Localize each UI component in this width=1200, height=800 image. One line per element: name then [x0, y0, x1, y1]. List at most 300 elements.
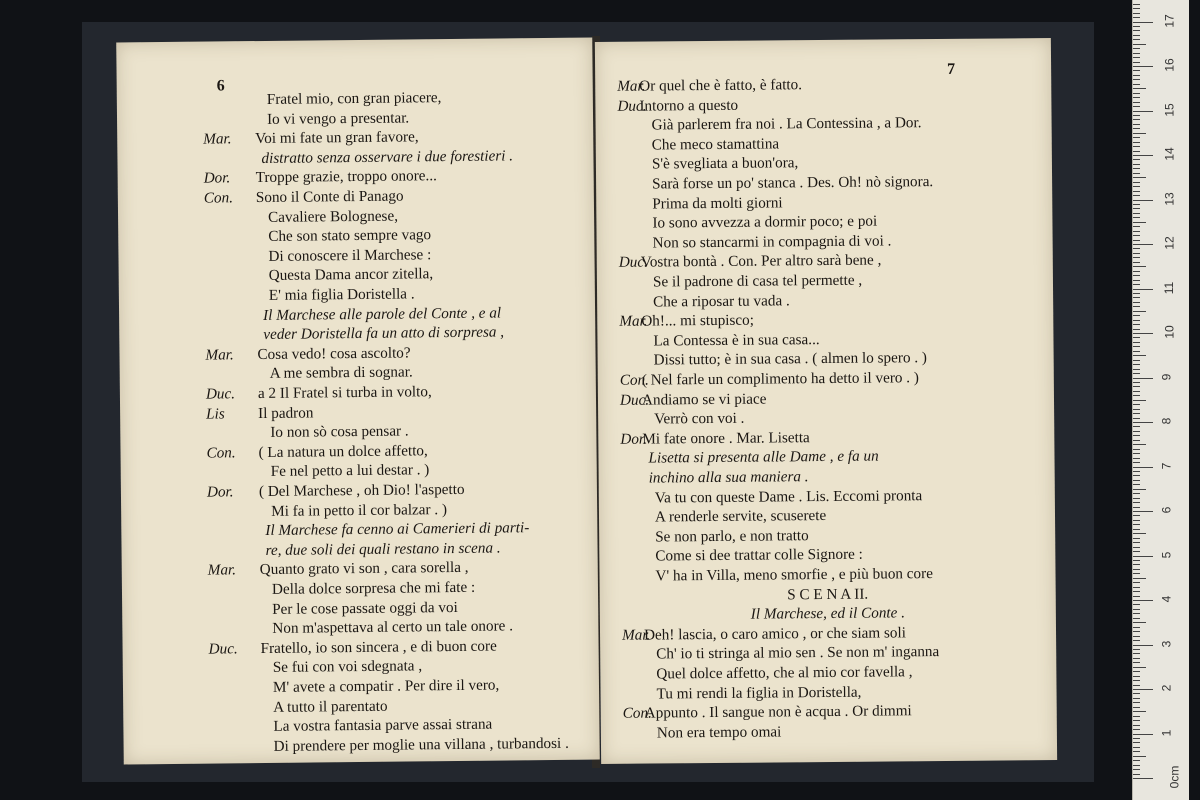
ruler-tick	[1133, 106, 1140, 107]
ruler-tick	[1133, 17, 1140, 18]
line-text: Appunto . Il sangue non è acqua . Or dimmi	[644, 702, 912, 722]
ruler-label: 3	[1159, 640, 1174, 647]
ruler-tick	[1133, 289, 1153, 290]
ruler-tick	[1133, 404, 1140, 405]
ruler-tick	[1133, 751, 1140, 752]
ruler-tick	[1133, 627, 1140, 628]
speaker-label: Con.	[203, 189, 234, 207]
ruler-tick	[1133, 711, 1146, 712]
text-line	[601, 721, 1057, 743]
ruler-tick	[1133, 248, 1140, 249]
text-line	[601, 701, 1057, 723]
ruler-tick	[1133, 502, 1140, 503]
line-text: Il padron	[258, 404, 314, 422]
ruler-tick	[1133, 720, 1140, 721]
ruler-tick	[1133, 449, 1140, 450]
ruler-tick	[1133, 360, 1140, 361]
line-text: M' avete a compatir . Per dire il vero,	[272, 676, 500, 696]
ruler-tick	[1133, 320, 1140, 321]
line-text: Il Marchese fa cenno ai Camerieri di parti-	[265, 519, 530, 540]
text-line	[596, 113, 1052, 135]
ruler-tick	[1133, 306, 1140, 307]
ruler-tick	[1133, 75, 1140, 76]
ruler-tick	[1133, 453, 1140, 454]
ruler-tick	[1133, 257, 1140, 258]
line-text: Della dolce sorpresa che mi fate :	[271, 578, 476, 598]
ruler-tick	[1133, 311, 1146, 312]
ruler-tick	[1133, 467, 1153, 468]
ruler-tick	[1133, 515, 1140, 516]
ruler-tick	[1133, 186, 1140, 187]
ruler-label: 1	[1159, 729, 1174, 736]
line-text: Non so stancarmi in compagnia di voi .	[652, 232, 892, 252]
line-text: Di conoscere il Marchese :	[268, 246, 432, 265]
ruler-label: 4	[1159, 595, 1174, 603]
ruler-tick	[1133, 26, 1140, 27]
line-text: Io sono avvezza a dormir poco; e poi	[652, 212, 878, 232]
ruler-tick	[1133, 520, 1140, 521]
ruler-tick	[1133, 39, 1140, 40]
text-line	[597, 270, 1053, 292]
ruler-tick	[1133, 62, 1140, 63]
speaker-label: Dor.	[203, 169, 231, 187]
speaker-label: Duc.	[205, 385, 236, 403]
line-text: Troppe grazie, troppo onore...	[255, 167, 437, 187]
ruler-tick	[1133, 275, 1140, 276]
ruler-tick	[1133, 48, 1140, 49]
text-line	[599, 544, 1055, 566]
ruler-tick	[1133, 262, 1140, 263]
line-text: Non era tempo omai	[656, 723, 782, 742]
ruler-tick	[1133, 591, 1140, 592]
ruler-tick	[1133, 297, 1140, 298]
line-text: Per le cose passate oggi da voi	[272, 598, 458, 618]
ruler-tick	[1133, 177, 1146, 178]
line-text: Or quel che è fatto, è fatto.	[639, 76, 803, 95]
text-line	[596, 172, 1052, 194]
ruler-tick	[1133, 342, 1140, 343]
ruler-tick	[1133, 551, 1140, 552]
ruler-tick	[1133, 400, 1146, 401]
ruler-tick	[1133, 168, 1140, 169]
ruler-tick	[1133, 204, 1140, 205]
ruler-tick	[1133, 97, 1140, 98]
line-text: A renderle servite, scuserete	[654, 507, 827, 526]
ruler-tick	[1133, 480, 1140, 481]
ruler-tick	[1133, 93, 1140, 94]
ruler-tick	[1133, 649, 1140, 650]
line-text: Io vi vengo a presentar.	[266, 109, 410, 128]
ruler-tick	[1133, 391, 1140, 392]
ruler-tick	[1133, 573, 1140, 574]
text-line	[599, 466, 1055, 488]
ruler-tick	[1133, 84, 1140, 85]
text-line	[600, 623, 1056, 645]
line-text: Vostra bontà . Con. Per altro sarà bene ,	[640, 251, 882, 272]
right-page	[595, 38, 1057, 764]
measuring-ruler	[1132, 0, 1189, 800]
ruler-tick	[1133, 373, 1140, 374]
ruler-tick	[1133, 662, 1140, 663]
ruler-tick	[1133, 765, 1140, 766]
ruler-tick	[1133, 489, 1146, 490]
ruler-tick	[1133, 57, 1140, 58]
line-text: Già parlerem fra noi . La Contessina , a Dor.	[651, 114, 922, 134]
speaker-label: Mar.	[205, 346, 234, 364]
ruler-label: 11	[1162, 281, 1177, 294]
ruler-tick	[1133, 484, 1140, 485]
speaker-label: Dor.	[206, 483, 234, 501]
ruler-tick	[1133, 337, 1140, 338]
ruler-tick	[1133, 355, 1146, 356]
ruler-tick	[1133, 680, 1140, 681]
line-text: veder Doristella fa un atto di sorpresa ,	[263, 323, 505, 344]
ruler-tick	[1133, 137, 1140, 138]
speaker-label: Lis	[206, 404, 225, 423]
line-text: Sono il Conte di Panago	[255, 187, 404, 207]
ruler-tick	[1133, 293, 1140, 294]
ruler-tick	[1133, 226, 1140, 227]
text-line	[597, 329, 1053, 351]
ruler-tick	[1133, 734, 1153, 735]
ruler-tick	[1133, 213, 1140, 214]
ruler-tick	[1133, 244, 1153, 245]
ruler-tick	[1133, 271, 1140, 272]
line-text: Cosa vedo! cosa ascolto?	[257, 344, 411, 363]
page-number: 7	[947, 60, 956, 78]
ruler-tick	[1133, 155, 1153, 156]
line-text: Verrò con voi .	[654, 409, 745, 428]
ruler-tick	[1133, 66, 1153, 67]
ruler-tick	[1133, 284, 1140, 285]
ruler-tick	[1133, 609, 1140, 610]
line-text: S C E N A II.	[787, 585, 869, 603]
left-page	[116, 38, 600, 765]
ruler-tick	[1133, 542, 1140, 543]
ruler-tick	[1133, 333, 1153, 334]
page-number: 6	[216, 77, 225, 95]
ruler-tick	[1133, 431, 1140, 432]
ruler-tick	[1133, 547, 1140, 548]
ruler-tick	[1133, 413, 1140, 414]
ruler-tick	[1133, 493, 1140, 494]
ruler-label: 10	[1162, 325, 1177, 339]
ruler-tick	[1133, 364, 1140, 365]
ruler-tick	[1133, 564, 1140, 565]
ruler-tick	[1133, 182, 1140, 183]
line-text: distratto senza osservare i due forestieri .	[261, 147, 514, 167]
ruler-tick	[1133, 409, 1140, 410]
text-line	[596, 152, 1052, 174]
ruler-tick	[1133, 351, 1140, 352]
ruler-tick	[1133, 253, 1140, 254]
ruler-tick	[1133, 302, 1140, 303]
ruler-tick	[1133, 382, 1140, 383]
ruler-tick	[1133, 315, 1140, 316]
speaker-label: Mar.	[619, 312, 648, 330]
line-text: ( Nel farle un complimento ha detto il vero . )	[641, 369, 919, 389]
line-text: Mi fa in petto il cor balzar . )	[271, 500, 448, 520]
text-line	[595, 94, 1051, 116]
text-line	[597, 231, 1053, 253]
ruler-tick	[1133, 778, 1153, 779]
line-text: Fe nel petto a lui destar . )	[270, 461, 430, 481]
line-text: Che son stato sempre vago	[268, 226, 432, 246]
text-line	[597, 309, 1053, 331]
speaker-label: Duc.	[619, 391, 650, 409]
ruler-tick	[1133, 702, 1140, 703]
text-line	[599, 564, 1055, 586]
line-text: V' ha in Villa, meno smorfie , e più buon core	[655, 565, 933, 585]
text-line	[595, 74, 1051, 96]
ruler-tick	[1133, 235, 1140, 236]
speaker-label: Con.	[622, 704, 652, 722]
ruler-tick	[1133, 738, 1140, 739]
speaker-label: Mar.	[617, 77, 646, 95]
ruler-tick	[1133, 422, 1153, 423]
ruler-tick	[1133, 44, 1146, 45]
text-line	[598, 446, 1054, 468]
line-text: Dissi tutto; è in sua casa . ( almen lo spero . )	[653, 349, 928, 369]
text-line	[600, 662, 1056, 684]
speaker-label: Mar.	[621, 626, 651, 644]
ruler-tick	[1133, 133, 1146, 134]
ruler-tick	[1133, 30, 1140, 31]
ruler-tick	[1133, 35, 1140, 36]
ruler-tick	[1133, 578, 1146, 579]
ruler-tick	[1133, 151, 1140, 152]
ruler-tick	[1133, 640, 1140, 641]
ruler-label: 0cm	[1167, 765, 1182, 789]
ruler-tick	[1133, 240, 1140, 241]
line-text: E' mia figlia Doristella .	[268, 285, 415, 304]
line-text: Che meco stamattina	[651, 135, 780, 154]
ruler-label: 17	[1162, 13, 1177, 28]
ruler-label: 12	[1162, 236, 1177, 250]
ruler-tick	[1133, 164, 1140, 165]
ruler-tick	[1133, 556, 1153, 557]
text-line	[598, 388, 1054, 410]
line-text: Il Marchese, ed il Conte .	[750, 604, 906, 623]
line-text: Sarà forse un po' stanca . Des. Oh! nò signora.	[652, 173, 934, 193]
line-text: Non m'aspettava al certo un tale onore .	[272, 617, 514, 638]
line-text: Prima da molti giorni	[652, 193, 783, 213]
ruler-label: 7	[1159, 462, 1174, 469]
ruler-tick	[1133, 707, 1140, 708]
ruler-tick	[1133, 653, 1140, 654]
ruler-tick	[1133, 22, 1153, 23]
line-text: Andiamo se vi piace	[641, 390, 767, 409]
ruler-tick	[1133, 146, 1140, 147]
ruler-tick	[1133, 13, 1140, 14]
text-line	[596, 211, 1052, 233]
ruler-tick	[1133, 636, 1140, 637]
text-line	[596, 192, 1052, 214]
speaker-label: Duc.	[208, 640, 238, 658]
ruler-tick	[1133, 725, 1140, 726]
ruler-label: 9	[1159, 373, 1174, 380]
ruler-tick	[1133, 533, 1146, 534]
line-text: Fratello, io son sincera , e di buon core	[260, 637, 497, 657]
ruler-tick	[1133, 604, 1140, 605]
line-text: inchino alla sua maniera .	[648, 468, 809, 487]
ruler-tick	[1133, 622, 1146, 623]
speaker-label: Duc.	[618, 253, 648, 272]
line-text: Se fui con voi sdegnata ,	[272, 657, 423, 677]
ruler-tick	[1133, 195, 1140, 196]
line-text: Ch' io ti stringa al mio sen . Se non m' inganna	[656, 643, 940, 663]
text-line	[598, 348, 1054, 370]
ruler-tick	[1133, 70, 1140, 71]
ruler-tick	[1133, 124, 1140, 125]
ruler-tick	[1133, 658, 1140, 659]
line-text: Fratel mio, con gran piacere,	[266, 89, 442, 108]
ruler-tick	[1133, 676, 1140, 677]
ruler-label: 8	[1159, 417, 1174, 425]
text-line	[600, 642, 1056, 664]
ruler-label: 6	[1159, 506, 1174, 514]
text-line	[599, 525, 1055, 547]
ruler-label: 2	[1159, 684, 1174, 692]
ruler-tick	[1133, 529, 1140, 530]
ruler-tick	[1133, 88, 1146, 89]
text-line	[596, 133, 1052, 155]
ruler-tick	[1133, 191, 1140, 192]
speaker-label: Mar.	[207, 561, 237, 579]
speaker-label: Mar.	[203, 130, 232, 148]
line-text: S'è svegliata a buon'ora,	[651, 154, 799, 173]
ruler-tick	[1133, 729, 1140, 730]
ruler-tick	[1133, 569, 1140, 570]
line-text: ( Del Marchese , oh Dio! l'aspetto	[258, 480, 465, 501]
ruler-tick	[1133, 102, 1140, 103]
text-line	[597, 250, 1053, 272]
ruler-tick	[1133, 760, 1140, 761]
line-text: Tu mi rendi la figlia in Doristella,	[656, 683, 862, 703]
ruler-tick	[1133, 217, 1140, 218]
ruler-tick	[1133, 671, 1140, 672]
ruler-tick	[1133, 582, 1140, 583]
line-text: Se non parlo, e non tratto	[655, 526, 809, 546]
ruler-tick	[1133, 600, 1153, 601]
line-text: Va tu con queste Dame . Lis. Eccomi pronta	[654, 486, 923, 507]
ruler-tick	[1133, 774, 1140, 775]
ruler-tick	[1133, 173, 1140, 174]
speaker-label: Con.	[206, 444, 236, 462]
ruler-label: 16	[1162, 58, 1177, 72]
line-text: Deh! lascia, o caro amico , or che siam soli	[643, 624, 906, 644]
ruler-label: 13	[1162, 191, 1177, 206]
ruler-label: 15	[1162, 102, 1177, 117]
text-line	[124, 734, 600, 757]
ruler-tick	[1133, 329, 1140, 330]
ruler-tick	[1133, 435, 1140, 436]
ruler-tick	[1133, 667, 1146, 668]
ruler-tick	[1133, 742, 1140, 743]
line-text: Mi fate onore . Mar. Lisetta	[642, 428, 810, 448]
ruler-tick	[1133, 386, 1140, 387]
text-line	[598, 407, 1054, 429]
line-text: Se il padrone di casa tel permette ,	[652, 271, 863, 291]
line-text: Oh!... mi stupisco;	[641, 311, 755, 330]
ruler-label: 14	[1162, 147, 1177, 161]
line-text: re, due soli dei quali restano in scena .	[265, 539, 501, 559]
text-line	[599, 505, 1055, 527]
ruler-tick	[1133, 596, 1140, 597]
ruler-tick	[1133, 395, 1140, 396]
line-text: Intorno a questo	[639, 96, 739, 115]
line-text: Di prendere per moglie una villana , turbandosi .	[273, 734, 569, 755]
ruler-tick	[1133, 280, 1140, 281]
ruler-tick	[1133, 524, 1140, 525]
ruler-tick	[1133, 324, 1140, 325]
ruler-tick	[1133, 458, 1140, 459]
ruler-tick	[1133, 613, 1140, 614]
ruler-tick	[1133, 560, 1140, 561]
ruler-tick	[1133, 475, 1140, 476]
ruler-tick	[1133, 618, 1140, 619]
ruler-tick	[1133, 538, 1140, 539]
ruler-tick	[1133, 231, 1140, 232]
ruler-tick	[1133, 471, 1140, 472]
ruler-tick	[1133, 79, 1140, 80]
line-text: Lisetta si presenta alle Dame , e fa un	[648, 447, 879, 467]
line-text: Come si dee trattar colle Signore :	[655, 546, 863, 565]
ruler-tick	[1133, 208, 1140, 209]
ruler-tick	[1133, 645, 1153, 646]
ruler-tick	[1133, 426, 1140, 427]
text-line	[600, 584, 1056, 606]
line-text: Io non sò cosa pensar .	[270, 422, 409, 442]
ruler-tick	[1133, 8, 1140, 9]
line-text: A tutto il parentato	[273, 697, 388, 716]
ruler-tick	[1133, 716, 1140, 717]
ruler-tick	[1133, 698, 1140, 699]
ruler-tick	[1133, 631, 1140, 632]
line-text: Il Marchese alle parole del Conte , e al	[263, 304, 502, 324]
line-text: Voi mi fate un gran favore,	[255, 128, 419, 148]
ruler-tick	[1133, 756, 1146, 757]
text-line	[598, 368, 1054, 390]
speaker-label: Duc.	[617, 97, 647, 115]
ruler-tick	[1133, 111, 1153, 112]
line-text: Che a riposar tu vada .	[653, 291, 790, 311]
ruler-tick	[1133, 498, 1140, 499]
ruler-tick	[1133, 511, 1153, 512]
ruler-tick	[1133, 444, 1146, 445]
ruler-tick	[1133, 142, 1140, 143]
ruler-label: 5	[1159, 551, 1174, 558]
ruler-tick	[1133, 685, 1140, 686]
ruler-tick	[1133, 747, 1140, 748]
ruler-tick	[1133, 53, 1140, 54]
line-text: Quanto grato vi son , cara sorella ,	[259, 559, 469, 579]
line-text: Cavaliere Bolognese,	[267, 207, 399, 226]
ruler-tick	[1133, 587, 1140, 588]
line-text: A me sembra di sognar.	[269, 363, 413, 383]
ruler-tick	[1133, 769, 1140, 770]
line-text: a 2 Il Fratel si turba in volto,	[257, 383, 432, 403]
ruler-tick	[1133, 440, 1140, 441]
text-line	[600, 682, 1056, 704]
text-line	[599, 486, 1055, 508]
speaker-label: Con.	[619, 371, 650, 389]
text-line	[600, 603, 1056, 625]
ruler-tick	[1133, 346, 1140, 347]
line-text: Quel dolce affetto, che al mio cor favella ,	[656, 663, 913, 683]
text-line	[597, 290, 1053, 312]
ruler-tick	[1133, 128, 1140, 129]
